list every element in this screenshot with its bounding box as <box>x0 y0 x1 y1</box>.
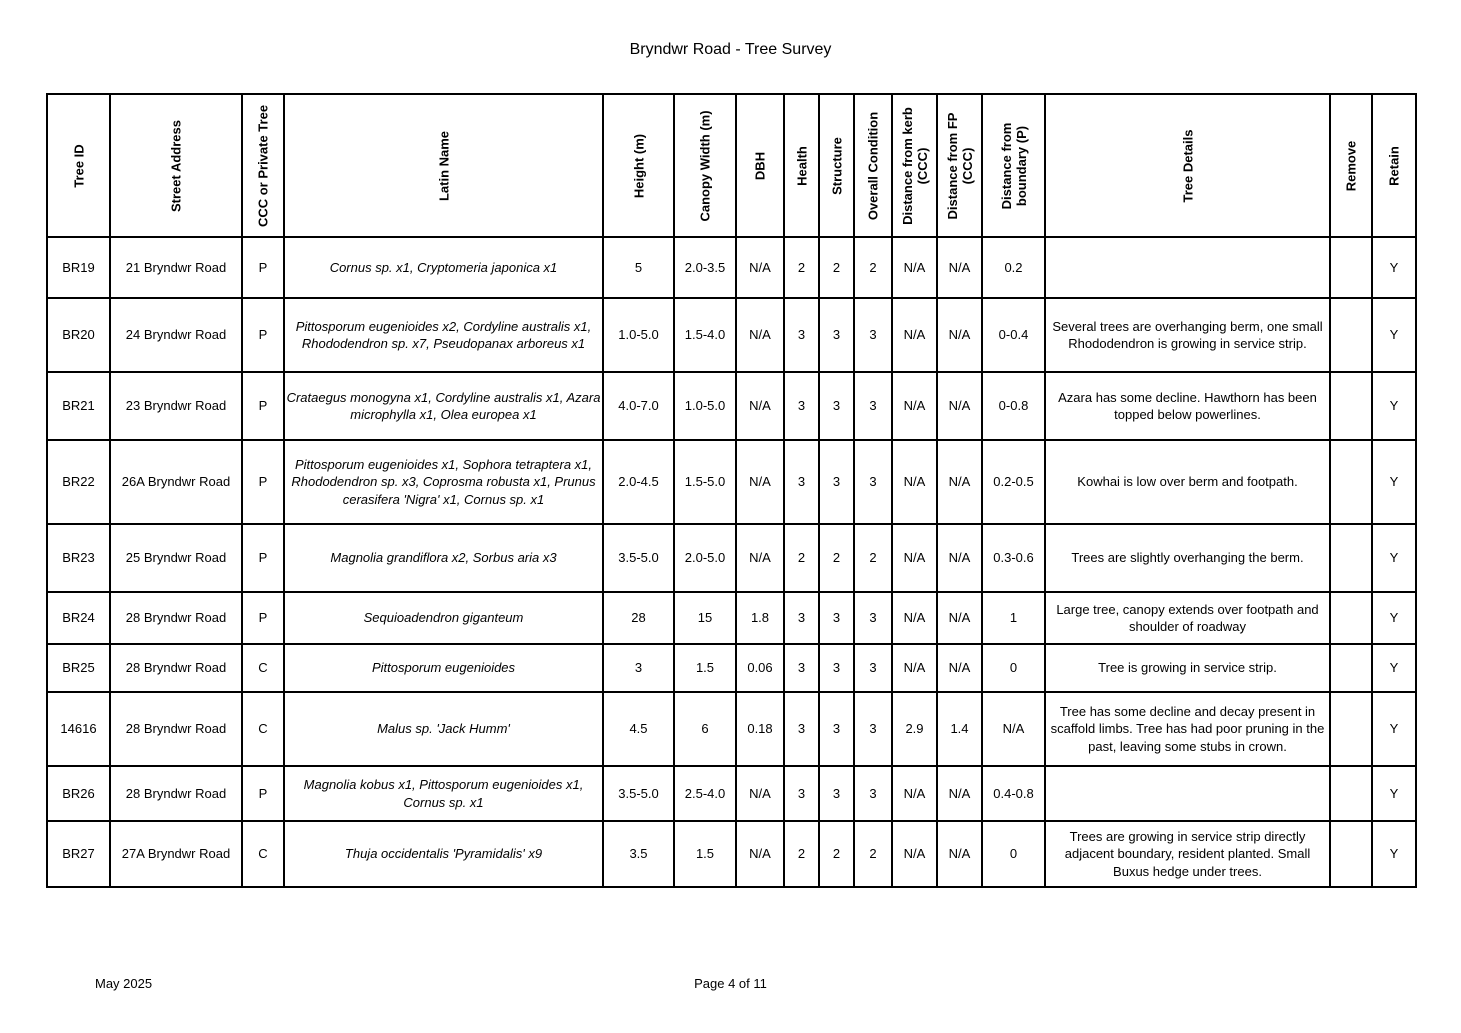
cell-retain: Y <box>1372 692 1416 766</box>
cell-structure: 3 <box>819 298 854 372</box>
column-header-remove <box>1330 94 1372 237</box>
cell-structure: 3 <box>819 372 854 440</box>
cell-tree-details: Tree is growing in service strip. <box>1045 644 1330 692</box>
column-header-overall-condition <box>854 94 892 237</box>
cell-distance-boundary: 0.2 <box>982 237 1045 298</box>
column-header-height <box>603 94 674 237</box>
cell-dbh: N/A <box>736 237 784 298</box>
cell-latin-name: Malus sp. 'Jack Humm' <box>284 692 603 766</box>
table-row <box>47 237 1416 298</box>
cell-retain: Y <box>1372 524 1416 592</box>
cell-tree-id: BR20 <box>47 298 110 372</box>
cell-street-address: 28 Bryndwr Road <box>110 644 242 692</box>
table-row <box>47 766 1416 821</box>
cell-distance-kerb: N/A <box>892 524 937 592</box>
cell-distance-fp: 1.4 <box>937 692 982 766</box>
footer-date: May 2025 <box>95 976 153 991</box>
cell-distance-kerb: N/A <box>892 237 937 298</box>
table-row <box>47 592 1416 644</box>
cell-canopy-width: 1.5 <box>674 644 736 692</box>
cell-dbh: N/A <box>736 372 784 440</box>
table-row <box>47 644 1416 692</box>
cell-height: 1.0-5.0 <box>603 298 674 372</box>
cell-ccc-or-private: P <box>242 372 284 440</box>
cell-overall-condition: 3 <box>854 692 892 766</box>
cell-street-address: 23 Bryndwr Road <box>110 372 242 440</box>
cell-street-address: 24 Bryndwr Road <box>110 298 242 372</box>
cell-distance-fp: N/A <box>937 821 982 887</box>
cell-remove <box>1330 372 1372 440</box>
cell-distance-boundary: 0.4-0.8 <box>982 766 1045 821</box>
cell-health: 3 <box>784 692 819 766</box>
cell-tree-details: Tree has some decline and decay present in scaffold limbs. Tree has had poor pruning in the past, leaving some stubs in crown. <box>1045 692 1330 766</box>
column-header-structure <box>819 94 854 237</box>
column-header-label: CCC or Private Tree <box>255 104 271 227</box>
cell-overall-condition: 2 <box>854 821 892 887</box>
cell-retain: Y <box>1372 644 1416 692</box>
column-header-distance-boundary <box>982 94 1045 237</box>
cell-overall-condition: 3 <box>854 644 892 692</box>
cell-health: 2 <box>784 237 819 298</box>
cell-height: 3.5 <box>603 821 674 887</box>
cell-dbh: N/A <box>736 298 784 372</box>
cell-ccc-or-private: P <box>242 237 284 298</box>
table-row <box>47 692 1416 766</box>
table-row <box>47 372 1416 440</box>
cell-tree-details: Trees are growing in service strip directly adjacent boundary, resident planted. Small Buxus hedge under trees. <box>1045 821 1330 887</box>
cell-canopy-width: 2.0-5.0 <box>674 524 736 592</box>
cell-overall-condition: 3 <box>854 766 892 821</box>
cell-street-address: 25 Bryndwr Road <box>110 524 242 592</box>
cell-overall-condition: 3 <box>854 592 892 644</box>
cell-tree-id: BR26 <box>47 766 110 821</box>
cell-height: 3.5-5.0 <box>603 766 674 821</box>
cell-canopy-width: 6 <box>674 692 736 766</box>
cell-distance-fp: N/A <box>937 237 982 298</box>
cell-remove <box>1330 298 1372 372</box>
cell-distance-fp: N/A <box>937 766 982 821</box>
column-header-latin-name <box>284 94 603 237</box>
column-header-dbh <box>736 94 784 237</box>
column-header-label: Distance from boundary (P) <box>998 122 1029 209</box>
cell-health: 3 <box>784 298 819 372</box>
table-body <box>47 237 1416 887</box>
cell-structure: 2 <box>819 524 854 592</box>
cell-tree-details <box>1045 237 1330 298</box>
column-header-tree-id <box>47 94 110 237</box>
cell-ccc-or-private: P <box>242 592 284 644</box>
cell-height: 28 <box>603 592 674 644</box>
cell-street-address: 26A Bryndwr Road <box>110 440 242 524</box>
cell-distance-boundary: 0.2-0.5 <box>982 440 1045 524</box>
cell-overall-condition: 3 <box>854 372 892 440</box>
cell-tree-id: BR23 <box>47 524 110 592</box>
cell-health: 3 <box>784 766 819 821</box>
cell-structure: 2 <box>819 237 854 298</box>
column-header-label: Distance from FP (CCC) <box>944 112 975 219</box>
column-header-label: Overall Condition <box>865 111 881 220</box>
tree-survey-table <box>46 93 1417 888</box>
column-header-label: Tree Details <box>1180 129 1195 202</box>
cell-remove <box>1330 524 1372 592</box>
cell-latin-name: Crataegus monogyna x1, Cordyline australis x1, Azara microphylla x1, Olea europea x1 <box>284 372 603 440</box>
column-header-label: Latin Name <box>436 130 451 201</box>
cell-latin-name: Cornus sp. x1, Cryptomeria japonica x1 <box>284 237 603 298</box>
cell-ccc-or-private: P <box>242 440 284 524</box>
cell-street-address: 21 Bryndwr Road <box>110 237 242 298</box>
cell-overall-condition: 2 <box>854 524 892 592</box>
cell-latin-name: Sequioadendron giganteum <box>284 592 603 644</box>
cell-distance-fp: N/A <box>937 592 982 644</box>
cell-canopy-width: 2.5-4.0 <box>674 766 736 821</box>
column-header-ccc-or-private <box>242 94 284 237</box>
cell-dbh: 1.8 <box>736 592 784 644</box>
column-header-label: DBH <box>752 151 768 180</box>
cell-tree-id: BR24 <box>47 592 110 644</box>
cell-dbh: N/A <box>736 524 784 592</box>
cell-tree-details: Large tree, canopy extends over footpath and shoulder of roadway <box>1045 592 1330 644</box>
cell-structure: 2 <box>819 821 854 887</box>
cell-height: 2.0-4.5 <box>603 440 674 524</box>
cell-latin-name: Thuja occidentalis 'Pyramidalis' x9 <box>284 821 603 887</box>
cell-latin-name: Pittosporum eugenioides x2, Cordyline australis x1, Rhododendron sp. x7, Pseudopanax arboreus x1 <box>284 298 603 372</box>
cell-tree-details <box>1045 766 1330 821</box>
column-header-tree-details <box>1045 94 1330 237</box>
cell-retain: Y <box>1372 237 1416 298</box>
cell-distance-boundary: 0-0.4 <box>982 298 1045 372</box>
cell-retain: Y <box>1372 821 1416 887</box>
cell-height: 3 <box>603 644 674 692</box>
cell-remove <box>1330 644 1372 692</box>
cell-overall-condition: 2 <box>854 237 892 298</box>
column-header-distance-fp <box>937 94 982 237</box>
cell-height: 4.5 <box>603 692 674 766</box>
cell-structure: 3 <box>819 644 854 692</box>
cell-tree-id: BR25 <box>47 644 110 692</box>
cell-retain: Y <box>1372 298 1416 372</box>
cell-street-address: 28 Bryndwr Road <box>110 766 242 821</box>
cell-distance-boundary: 0 <box>982 821 1045 887</box>
cell-tree-details: Trees are slightly overhanging the berm. <box>1045 524 1330 592</box>
cell-ccc-or-private: P <box>242 298 284 372</box>
cell-tree-details: Kowhai is low over berm and footpath. <box>1045 440 1330 524</box>
cell-health: 2 <box>784 821 819 887</box>
cell-distance-kerb: N/A <box>892 821 937 887</box>
cell-structure: 3 <box>819 440 854 524</box>
cell-canopy-width: 1.0-5.0 <box>674 372 736 440</box>
column-header-label: Structure <box>829 136 844 195</box>
cell-height: 5 <box>603 237 674 298</box>
cell-overall-condition: 3 <box>854 440 892 524</box>
column-header-label: Tree ID <box>71 143 86 188</box>
column-header-label: Remove <box>1343 140 1359 191</box>
cell-dbh: N/A <box>736 766 784 821</box>
cell-street-address: 28 Bryndwr Road <box>110 592 242 644</box>
cell-distance-fp: N/A <box>937 298 982 372</box>
cell-dbh: 0.06 <box>736 644 784 692</box>
cell-distance-fp: N/A <box>937 524 982 592</box>
cell-distance-boundary: 0.3-0.6 <box>982 524 1045 592</box>
cell-latin-name: Magnolia kobus x1, Pittosporum eugenioides x1, Cornus sp. x1 <box>284 766 603 821</box>
column-header-canopy-width <box>674 94 736 237</box>
column-header-distance-kerb <box>892 94 937 237</box>
cell-distance-kerb: N/A <box>892 592 937 644</box>
header-row <box>47 94 1416 237</box>
cell-ccc-or-private: P <box>242 766 284 821</box>
column-header-label: Health <box>794 145 809 186</box>
cell-retain: Y <box>1372 440 1416 524</box>
cell-distance-kerb: 2.9 <box>892 692 937 766</box>
cell-remove <box>1330 766 1372 821</box>
cell-street-address: 28 Bryndwr Road <box>110 692 242 766</box>
cell-dbh: N/A <box>736 821 784 887</box>
cell-dbh: N/A <box>736 440 784 524</box>
cell-distance-kerb: N/A <box>892 372 937 440</box>
page-number: Page 4 of 11 <box>694 976 767 991</box>
cell-latin-name: Pittosporum eugenioides x1, Sophora tetraptera x1, Rhododendron sp. x3, Coprosma robusta x1, Prunus cerasifera 'Nigra' x1, Cornus sp. x1 <box>284 440 603 524</box>
cell-structure: 3 <box>819 766 854 821</box>
cell-health: 3 <box>784 592 819 644</box>
cell-health: 3 <box>784 440 819 524</box>
cell-tree-id: BR21 <box>47 372 110 440</box>
column-header-street-address <box>110 94 242 237</box>
cell-tree-details: Several trees are overhanging berm, one small Rhododendron is growing in service strip. <box>1045 298 1330 372</box>
cell-distance-kerb: N/A <box>892 298 937 372</box>
cell-ccc-or-private: C <box>242 692 284 766</box>
cell-overall-condition: 3 <box>854 298 892 372</box>
cell-distance-boundary: N/A <box>982 692 1045 766</box>
cell-ccc-or-private: C <box>242 644 284 692</box>
cell-tree-id: BR22 <box>47 440 110 524</box>
cell-structure: 3 <box>819 592 854 644</box>
column-header-label: Retain <box>1386 145 1402 186</box>
cell-street-address: 27A Bryndwr Road <box>110 821 242 887</box>
cell-health: 3 <box>784 644 819 692</box>
cell-distance-fp: N/A <box>937 372 982 440</box>
cell-remove <box>1330 237 1372 298</box>
column-header-label: Canopy Width (m) <box>697 109 713 222</box>
cell-remove <box>1330 592 1372 644</box>
cell-tree-id: BR19 <box>47 237 110 298</box>
cell-structure: 3 <box>819 692 854 766</box>
table-row <box>47 524 1416 592</box>
cell-latin-name: Magnolia grandiflora x2, Sorbus aria x3 <box>284 524 603 592</box>
cell-tree-id: BR27 <box>47 821 110 887</box>
cell-remove <box>1330 440 1372 524</box>
cell-height: 4.0-7.0 <box>603 372 674 440</box>
cell-distance-kerb: N/A <box>892 644 937 692</box>
cell-distance-boundary: 1 <box>982 592 1045 644</box>
cell-health: 3 <box>784 372 819 440</box>
column-header-label: Street Address <box>168 119 184 212</box>
cell-height: 3.5-5.0 <box>603 524 674 592</box>
column-header-health <box>784 94 819 237</box>
cell-canopy-width: 2.0-3.5 <box>674 237 736 298</box>
cell-canopy-width: 1.5 <box>674 821 736 887</box>
cell-canopy-width: 1.5-5.0 <box>674 440 736 524</box>
table-row <box>47 298 1416 372</box>
cell-remove <box>1330 821 1372 887</box>
cell-dbh: 0.18 <box>736 692 784 766</box>
table-row <box>47 440 1416 524</box>
cell-distance-boundary: 0 <box>982 644 1045 692</box>
cell-retain: Y <box>1372 766 1416 821</box>
column-header-label: Height (m) <box>631 133 646 198</box>
cell-canopy-width: 1.5-4.0 <box>674 298 736 372</box>
table-row <box>47 821 1416 887</box>
cell-distance-boundary: 0-0.8 <box>982 372 1045 440</box>
column-header-retain <box>1372 94 1416 237</box>
column-header-label: Distance from kerb (CCC) <box>899 106 930 225</box>
page-title: Bryndwr Road - Tree Survey <box>629 41 832 58</box>
cell-ccc-or-private: P <box>242 524 284 592</box>
cell-distance-kerb: N/A <box>892 766 937 821</box>
cell-tree-details: Azara has some decline. Hawthorn has been topped below powerlines. <box>1045 372 1330 440</box>
cell-remove <box>1330 692 1372 766</box>
cell-distance-kerb: N/A <box>892 440 937 524</box>
cell-health: 2 <box>784 524 819 592</box>
cell-tree-id: 14616 <box>47 692 110 766</box>
cell-retain: Y <box>1372 592 1416 644</box>
cell-latin-name: Pittosporum eugenioides <box>284 644 603 692</box>
cell-canopy-width: 15 <box>674 592 736 644</box>
cell-retain: Y <box>1372 372 1416 440</box>
cell-distance-fp: N/A <box>937 644 982 692</box>
cell-ccc-or-private: C <box>242 821 284 887</box>
cell-distance-fp: N/A <box>937 440 982 524</box>
